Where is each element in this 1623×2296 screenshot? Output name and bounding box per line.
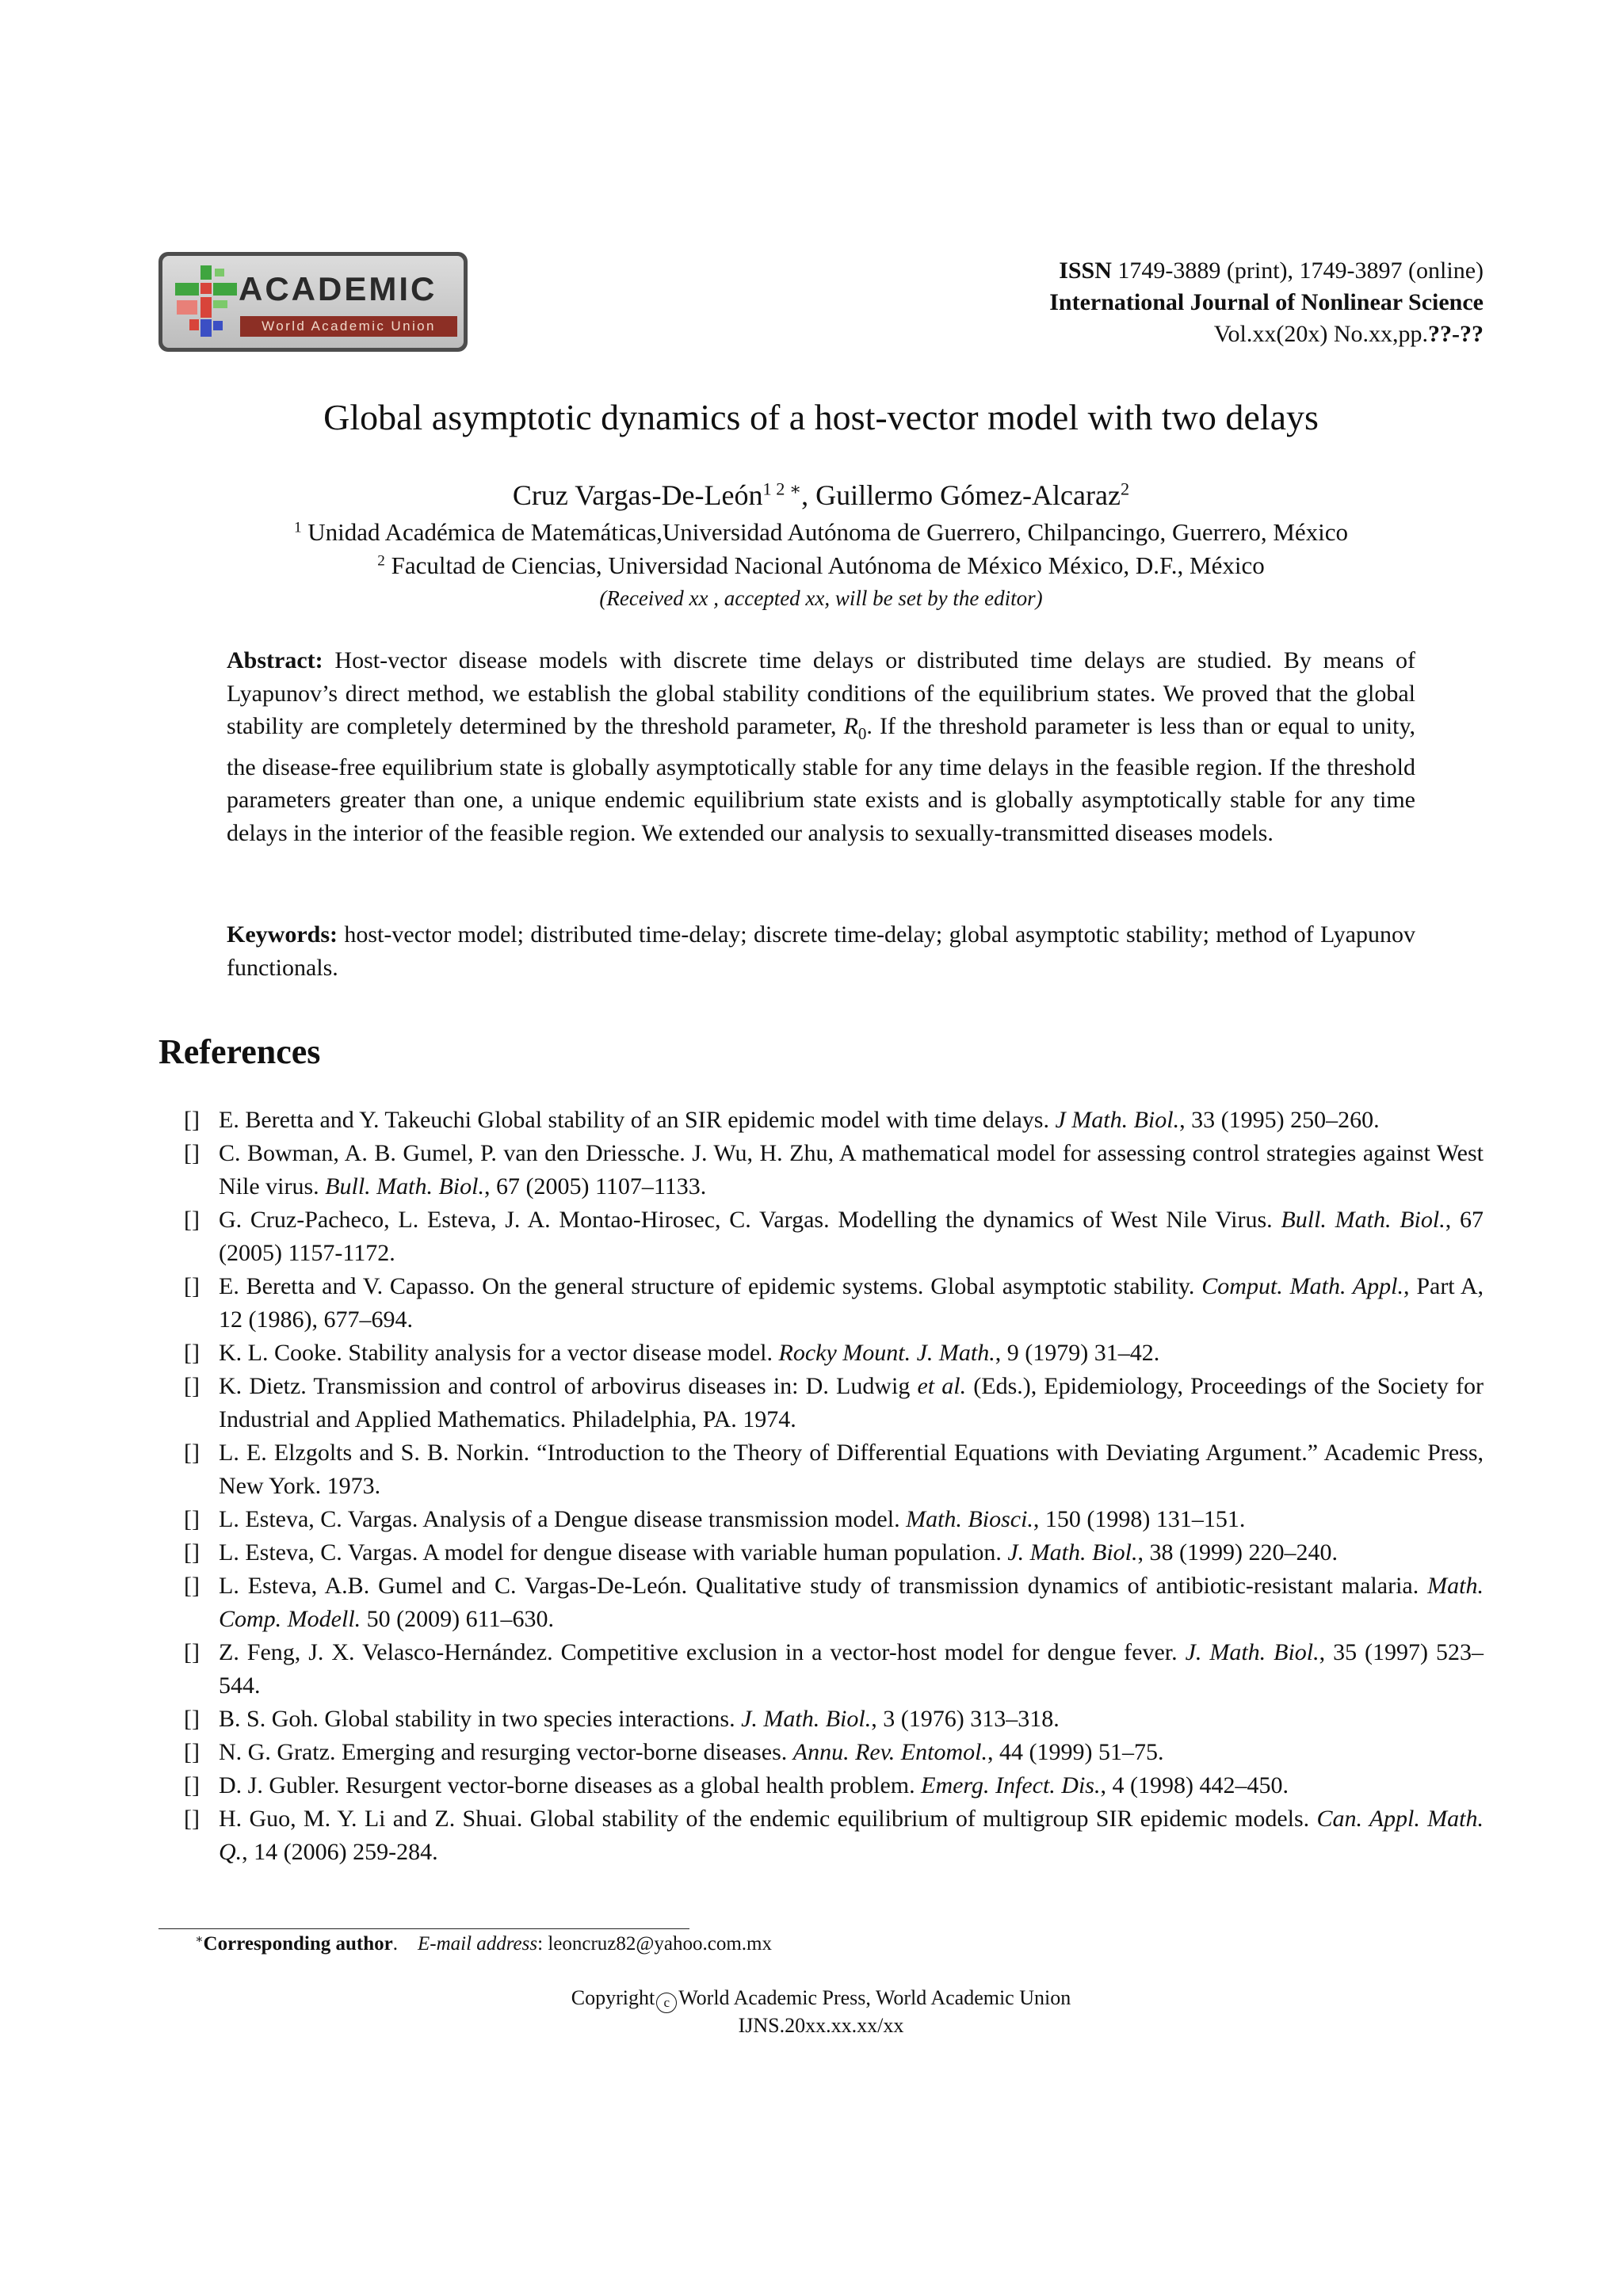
affiliation-2 <box>158 551 1484 580</box>
volume: Vol.xx(20x) No.xx,pp. <box>1213 321 1428 347</box>
reference-item <box>184 1436 1484 1503</box>
copyright <box>158 1985 1484 2039</box>
reference-text: L. E. Elzgolts and S. B. Norkin. “Introduction to the Theory of Differential Equations with Deviating Argument.” Academic Press, New York. 1973. <box>219 1440 1484 1499</box>
reference-bracket: [] <box>184 1373 200 1399</box>
reference-item <box>184 1137 1484 1203</box>
reference-bracket: [] <box>184 1739 200 1765</box>
reference-bracket: [] <box>184 1340 200 1366</box>
doi-line: IJNS.20xx.xx.xx/xx <box>738 2014 904 2037</box>
reference-details: , Part A, 12 (1986), 677–694. <box>219 1273 1484 1333</box>
reference-bracket: [] <box>184 1706 200 1732</box>
logo-title: ACADEMIC <box>239 270 437 307</box>
reference-text: N. G. Gratz. Emerging and resurging vector-borne diseases. <box>219 1739 793 1765</box>
references-heading: References <box>158 1032 321 1071</box>
reference-journal: Rocky Mount. J. Math. <box>778 1340 995 1366</box>
affiliation-1-text: Unidad Académica de Matemáticas,Universidad Autónoma de Guerrero, Chilpancingo, Guerrero, México <box>307 518 1349 546</box>
footnote-rule <box>158 1928 689 1929</box>
reference-item <box>184 1370 1484 1436</box>
reference-text: L. Esteva, C. Vargas. A model for dengue disease with variable human population. <box>219 1539 1008 1566</box>
keywords-label: Keywords: <box>227 921 338 948</box>
journal-info <box>1049 255 1484 350</box>
footnote-period: . <box>392 1933 398 1955</box>
threshold-symbol <box>843 713 867 743</box>
reference-item <box>184 1337 1484 1370</box>
reference-journal: Bull. Math. Biol. <box>1281 1207 1445 1233</box>
reference-text: H. Guo, M. Y. Li and Z. Shuai. Global stability of the endemic equilibrium of multigroup SIR epidemic models. <box>219 1806 1317 1832</box>
reference-details: , 4 (1998) 442–450. <box>1100 1772 1289 1798</box>
reference-item <box>184 1802 1484 1869</box>
abstract-label: Abstract: <box>227 647 323 673</box>
reference-bracket: [] <box>184 1140 200 1166</box>
reference-journal: Math. Comp. Modell. <box>219 1573 1484 1632</box>
footnote <box>195 1933 772 1955</box>
keywords-text: host-vector model; distributed time-delay; discrete time-delay; global asymptotic stability; method of Lyapunov functionals. <box>227 921 1415 981</box>
author-separator: , <box>801 479 816 511</box>
abstract-text-2: . If the threshold parameter is less than or equal to unity, the disease-free equilibrium state is globally asymptotically stable for any time delays in the feasible region. If the threshold parameters greater than one, a unique endemic equilibrium state exists and is globally asymptotically stable for any time delays in the interior of the feasible region. We extended our analysis to sexually-transmitted diseases models. <box>227 713 1416 846</box>
reference-item <box>184 1569 1484 1636</box>
reference-details: , 44 (1999) 51–75. <box>987 1739 1164 1765</box>
reference-text: B. S. Goh. Global stability in two species interactions. <box>219 1706 742 1732</box>
reference-bracket: [] <box>184 1639 200 1665</box>
pages: ??-?? <box>1428 321 1484 347</box>
reference-details: , 14 (2006) 259-284. <box>242 1839 438 1865</box>
reference-details: , 35 (1997) 523–544. <box>219 1639 1484 1699</box>
reference-item <box>184 1503 1484 1536</box>
issn-value: 1749-3889 (print), 1749-3897 (online) <box>1117 257 1484 284</box>
reference-text: C. Bowman, A. B. Gumel, P. van den Driessche. J. Wu, H. Zhu, A mathematical model for assessing control strategies against West Nile virus. <box>219 1140 1484 1199</box>
issn-line <box>1049 255 1484 287</box>
reference-details: , 150 (1998) 131–151. <box>1033 1506 1246 1532</box>
reference-text: K. Dietz. Transmission and control of arbovirus diseases in: D. Ludwig <box>219 1373 918 1399</box>
author-1: Cruz Vargas-De-León <box>512 479 763 511</box>
reference-item <box>184 1536 1484 1569</box>
reference-bracket: [] <box>184 1772 200 1798</box>
author-2-superscript: 2 <box>1120 479 1130 499</box>
reference-item <box>184 1703 1484 1736</box>
abstract-text-1: Host-vector disease models with discrete time delays or distributed time delays are studied. By means of Lyapunov’s direct method, we establish the global stability conditions of the equilibrium states. We proved that the global stability are completely determined by the threshold parameter, <box>227 647 1415 739</box>
reference-item <box>184 1203 1484 1270</box>
copyright-line <box>158 1985 1484 2013</box>
reference-details: , 33 (1995) 250–260. <box>1179 1107 1380 1133</box>
reference-journal: Can. Appl. Math. Q. <box>219 1806 1484 1865</box>
reference-journal: J Math. Biol. <box>1055 1107 1180 1133</box>
reference-bracket: [] <box>184 1440 200 1466</box>
r0-letter: R <box>843 713 858 739</box>
reference-text: E. Beretta and V. Capasso. On the general structure of epidemic systems. Global asymptotic stability. <box>219 1273 1202 1299</box>
logo-subtitle: World Academic Union <box>240 316 457 337</box>
reference-item <box>184 1270 1484 1337</box>
reference-text: G. Cruz-Pacheco, L. Esteva, J. A. Montao-Hirosec, C. Vargas. Modelling the dynamics of West Nile Virus. <box>219 1207 1281 1233</box>
reference-journal: Emerg. Infect. Dis. <box>921 1772 1101 1798</box>
reference-text: E. Beretta and Y. Takeuchi Global stability of an SIR epidemic model with time delays. <box>219 1107 1056 1133</box>
reference-bracket: [] <box>184 1806 200 1832</box>
logo-cross-icon <box>174 264 242 340</box>
reference-journal: J. Math. Biol. <box>741 1706 872 1732</box>
reference-item <box>184 1769 1484 1802</box>
copyright-text: World Academic Press, World Academic Union <box>678 1986 1071 2009</box>
email-label: E-mail address <box>417 1933 538 1955</box>
reference-details: , 67 (2005) 1157-1172. <box>219 1207 1484 1266</box>
issn-label: ISSN <box>1059 257 1112 284</box>
reference-details: (Eds.), Epidemiology, Proceedings of the Society for Industrial and Applied Mathematics. Philadelphia, PA. 1974. <box>219 1373 1484 1432</box>
copyright-prefix: Copyright <box>571 1986 655 2009</box>
reference-details: , 67 (2005) 1107–1133. <box>483 1173 707 1199</box>
email-address: : leoncruz82@yahoo.com.mx <box>537 1933 772 1955</box>
reference-bracket: [] <box>184 1573 200 1599</box>
reference-item <box>184 1104 1484 1137</box>
references-list <box>184 1104 1484 1869</box>
reference-item <box>184 1736 1484 1769</box>
reference-details: , 9 (1979) 31–42. <box>995 1340 1160 1366</box>
academic-logo <box>158 252 468 352</box>
author-1-superscript: 1 2 ∗ <box>762 479 802 499</box>
footnote-mark: ∗ <box>195 1932 204 1947</box>
authors <box>158 479 1484 512</box>
footnote-label: Corresponding author <box>203 1933 393 1955</box>
reference-text: L. Esteva, C. Vargas. Analysis of a Dengue disease transmission model. <box>219 1506 907 1532</box>
reference-bracket: [] <box>184 1273 200 1299</box>
keywords <box>227 918 1415 984</box>
abstract <box>227 644 1415 849</box>
received-line: (Received xx , accepted xx, will be set by the editor) <box>599 586 1043 610</box>
reference-details: , 3 (1976) 313–318. <box>871 1706 1060 1732</box>
reference-journal: et al. <box>917 1373 967 1399</box>
reference-journal: J. Math. Biol. <box>1185 1639 1319 1665</box>
copyright-icon: c <box>656 1993 677 2013</box>
reference-journal: Comput. Math. Appl. <box>1201 1273 1403 1299</box>
reference-item <box>184 1636 1484 1703</box>
reference-bracket: [] <box>184 1207 200 1233</box>
affiliation-2-number: 2 <box>377 552 385 570</box>
logo-plate <box>162 256 464 348</box>
author-2: Guillermo Gómez-Alcaraz <box>815 479 1121 511</box>
reference-journal: Math. Biosci. <box>906 1506 1033 1532</box>
affiliation-1 <box>158 518 1484 547</box>
reference-details: , 38 (1999) 220–240. <box>1137 1539 1338 1566</box>
reference-text: Z. Feng, J. X. Velasco-Hernández. Competitive exclusion in a vector-host model for dengue fever. <box>219 1639 1186 1665</box>
r0-subscript: 0 <box>857 724 867 743</box>
reference-text: L. Esteva, A.B. Gumel and C. Vargas-De-León. Qualitative study of transmission dynamics of antibiotic-resistant malaria. <box>219 1573 1428 1599</box>
reference-text: K. L. Cooke. Stability analysis for a vector disease model. <box>219 1340 779 1366</box>
reference-journal: J. Math. Biol. <box>1007 1539 1138 1566</box>
reference-details: 50 (2009) 611–630. <box>361 1606 555 1632</box>
reference-bracket: [] <box>184 1506 200 1532</box>
reference-journal: Annu. Rev. Entomol. <box>792 1739 987 1765</box>
journal-name: International Journal of Nonlinear Science <box>1049 289 1484 315</box>
reference-bracket: [] <box>184 1539 200 1566</box>
affiliation-1-number: 1 <box>293 519 302 536</box>
reference-text: D. J. Gubler. Resurgent vector-borne diseases as a global health problem. <box>219 1772 922 1798</box>
affiliation-2-text: Facultad de Ciencias, Universidad Nacional Autónoma de México México, D.F., México <box>391 551 1265 579</box>
paper-title: Global asymptotic dynamics of a host-vector model with two delays <box>323 397 1319 437</box>
reference-bracket: [] <box>184 1107 200 1133</box>
volume-line <box>1049 318 1484 350</box>
reference-journal: Bull. Math. Biol. <box>325 1173 484 1199</box>
